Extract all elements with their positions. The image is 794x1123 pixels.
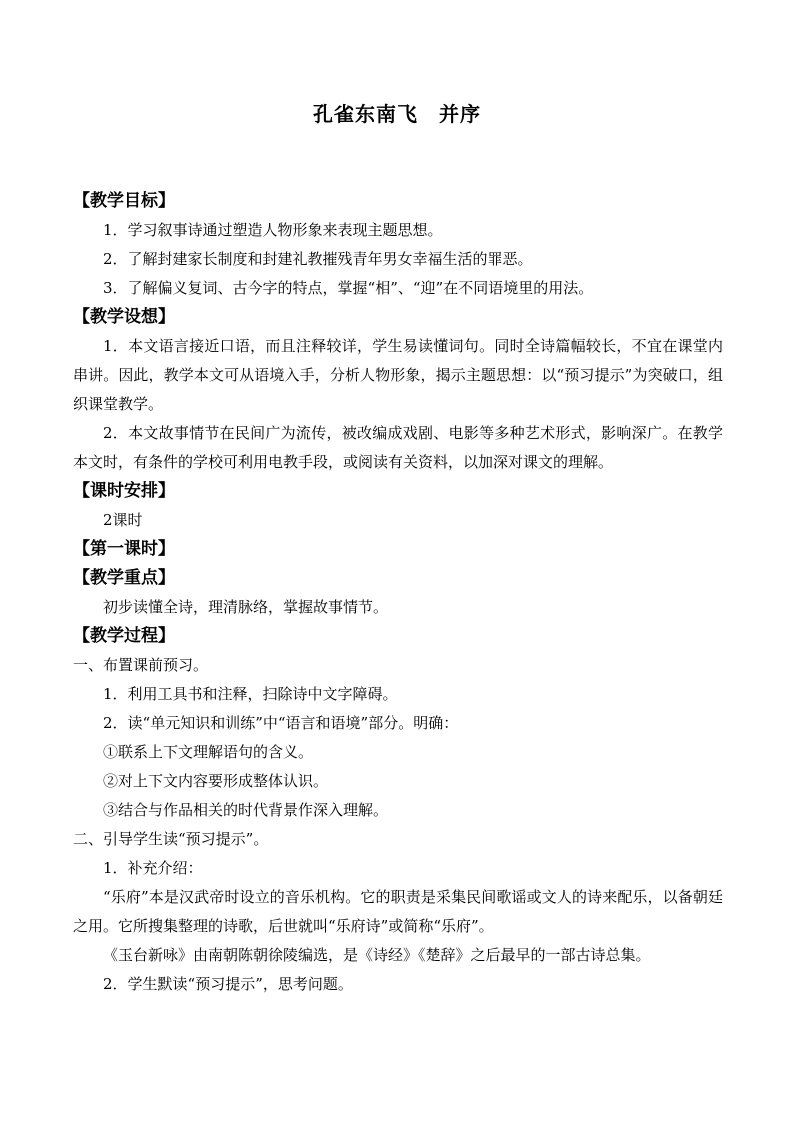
idea-paragraph: 2．本文故事情节在民间广为流传，被改编成戏剧、电影等多种艺术形式，影响深广。在教学本文时，有条件的学校可利用电教手段，或阅读有关资料，以加深对课文的理解。	[73, 424, 723, 471]
document-body	[73, 187, 723, 999]
page-title: 孔雀东南飞 并序	[313, 102, 481, 126]
schedule-text: 2课时	[103, 511, 143, 529]
step-heading: 一、布置课前预习。	[73, 656, 209, 674]
step-paragraph: 《玉台新咏》由南朝陈朝徐陵编选，是《诗经》《楚辞》之后最早的一部古诗总集。	[103, 946, 651, 964]
goal-heading: 【教学目标】	[73, 191, 175, 211]
step-heading: 二、引导学生读“预习提示”。	[73, 830, 269, 848]
step-item: ③结合与作品相关的时代背景作深入理解。	[103, 801, 389, 819]
schedule-heading: 【课时安排】	[73, 481, 175, 501]
goal-item: 2．了解封建家长制度和封建礼教摧残青年男女幸福生活的罪恶。	[103, 250, 533, 268]
goal-item: 3．了解偏义复词、古今字的特点，掌握“相”、“迎”在不同语境里的用法。	[103, 279, 594, 297]
idea-paragraph: 1．本文语言接近口语，而且注释较详，学生易读懂词句。同时全诗篇幅较长，不宜在课堂内串讲。因此，教学本文可从语境入手，分析人物形象，揭示主题思想：以“预习提示”为突破口，组织课堂教学。	[73, 337, 723, 413]
step-item: ①联系上下文理解语句的含义。	[103, 743, 314, 761]
focus-heading: 【教学重点】	[73, 568, 175, 588]
idea-heading: 【教学设想】	[73, 307, 175, 327]
step-paragraph: “乐府”本是汉武帝时设立的音乐机构。它的职责是采集民间歌谣或文人的诗来配乐，以备朝廷之用。它所搜集整理的诗歌，后世就叫“乐府诗”或简称“乐府”。	[73, 888, 723, 935]
goal-item: 1．学习叙事诗通过塑造人物形象来表现主题思想。	[103, 221, 443, 239]
process-heading: 【教学过程】	[73, 626, 175, 646]
step-item: ②对上下文内容要形成整体认识。	[103, 772, 329, 790]
step-subitem: 1．补充介绍：	[103, 859, 203, 877]
step-item: 2．读“单元知识和训练”中“语言和语境”部分。明确：	[103, 714, 459, 732]
step-item: 1．利用工具书和注释，扫除诗中文字障碍。	[103, 685, 398, 703]
focus-text: 初步读懂全诗，理清脉络，掌握故事情节。	[103, 598, 389, 616]
step-subitem: 2．学生默读“预习提示”，思考问题。	[103, 975, 353, 993]
lesson1-heading: 【第一课时】	[73, 539, 175, 559]
